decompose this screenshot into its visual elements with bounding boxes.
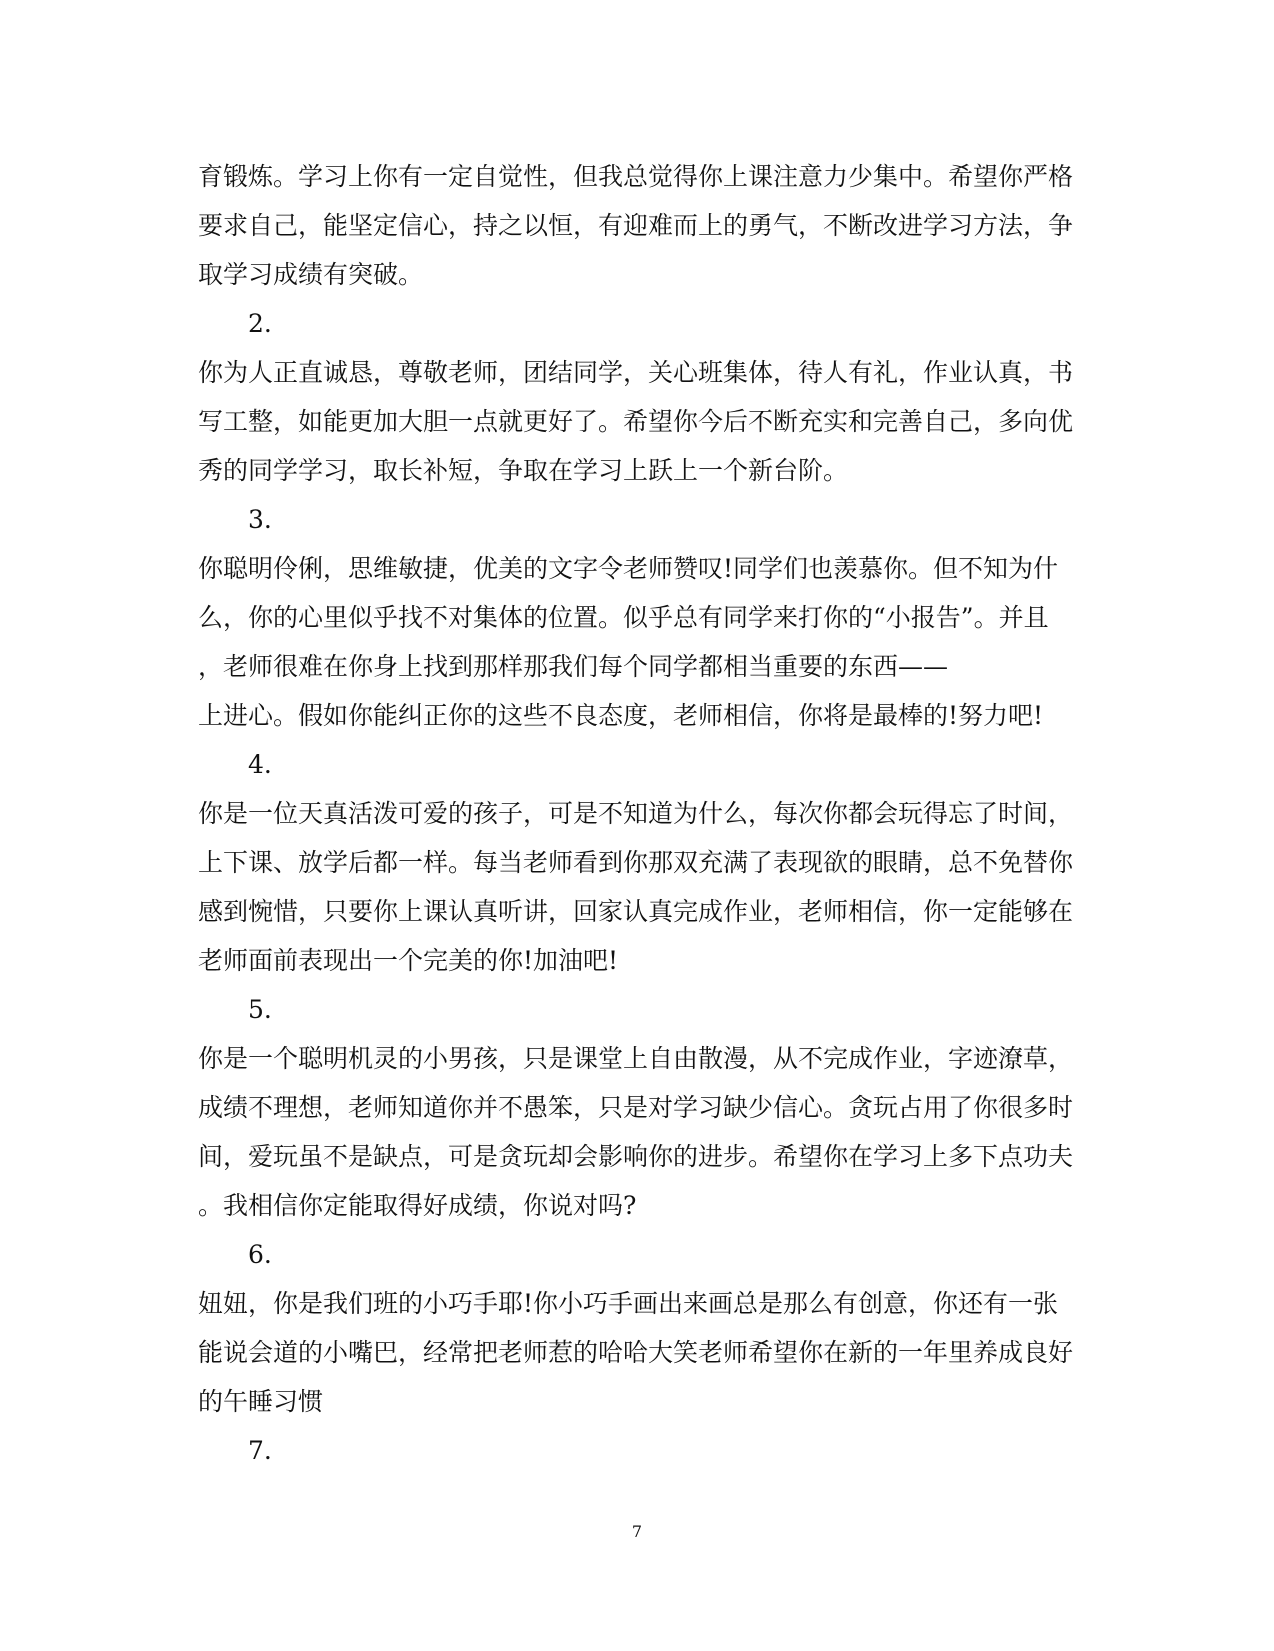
text-line: 成绩不理想，老师知道你并不愚笨，只是对学习缺少信心。贪玩占用了你很多时 <box>198 1093 1074 1122</box>
page-number: 7 <box>631 1522 643 1541</box>
text-line: 取学习成绩有突破。 <box>198 260 424 289</box>
text-line: 上下课、放学后都一样。每当老师看到你那双充满了表现欲的眼睛，总不免替你 <box>198 848 1074 877</box>
text-line: 的午睡习惯 <box>198 1387 324 1416</box>
text-line: 能说会道的小嘴巴，经常把老师惹的哈哈大笑老师希望你在新的一年里养成良好 <box>198 1338 1074 1367</box>
item-number: 6. <box>248 1240 272 1269</box>
text-line: 妞妞，你是我们班的小巧手耶!你小巧手画出来画总是那么有创意，你还有一张 <box>198 1289 1059 1318</box>
item-number: 7. <box>248 1436 272 1465</box>
text-line: 上进心。假如你能纠正你的这些不良态度，老师相信，你将是最棒的!努力吧! <box>198 701 1044 730</box>
text-line: 。我相信你定能取得好成绩，你说对吗? <box>198 1191 637 1220</box>
text-line: 你是一位天真活泼可爱的孩子，可是不知道为什么，每次你都会玩得忘了时间， <box>198 799 1074 828</box>
item-number: 4. <box>248 750 272 779</box>
text-line: 写工整，如能更加大胆一点就更好了。希望你今后不断充实和完善自己，多向优 <box>198 407 1074 436</box>
item-number: 5. <box>248 995 272 1024</box>
text-line: 你是一个聪明机灵的小男孩，只是课堂上自由散漫，从不完成作业，字迹潦草， <box>198 1044 1074 1073</box>
text-line: 你为人正直诚恳，尊敬老师，团结同学，关心班集体，待人有礼，作业认真，书 <box>198 358 1074 387</box>
text-line: 间，爱玩虽不是缺点，可是贪玩却会影响你的进步。希望你在学习上多下点功夫 <box>198 1142 1074 1171</box>
text-line: ，老师很难在你身上找到那样那我们每个同学都相当重要的东西—— <box>198 652 949 681</box>
text-line: 要求自己，能坚定信心，持之以恒，有迎难而上的勇气，不断改进学习方法，争 <box>198 211 1074 240</box>
text-line: 么，你的心里似乎找不对集体的位置。似乎总有同学来打你的“小报告”。并且 <box>198 603 1049 632</box>
document-body <box>198 152 1078 1475</box>
item-number: 3. <box>248 505 272 534</box>
item-number: 2. <box>248 309 272 338</box>
text-line: 老师面前表现出一个完美的你!加油吧! <box>198 946 619 975</box>
text-line: 感到惋惜，只要你上课认真听讲，回家认真完成作业，老师相信，你一定能够在 <box>198 897 1074 926</box>
text-line: 秀的同学学习，取长补短，争取在学习上跃上一个新台阶。 <box>198 456 849 485</box>
text-line: 育锻炼。学习上你有一定自觉性，但我总觉得你上课注意力少集中。希望你严格 <box>198 162 1074 191</box>
text-line: 你聪明伶俐，思维敏捷，优美的文字令老师赞叹!同学们也羡慕你。但不知为什 <box>198 554 1059 583</box>
